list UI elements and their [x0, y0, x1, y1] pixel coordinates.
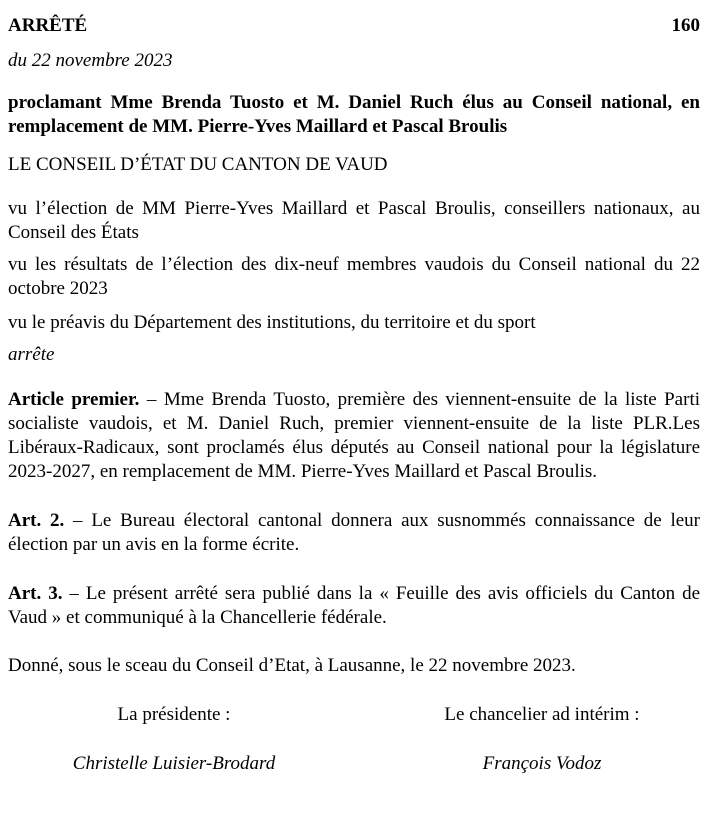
article-label: Art. 2.: [8, 510, 65, 531]
article-2: [8, 509, 700, 557]
signature-block: [8, 703, 700, 776]
signature-president: [8, 703, 354, 776]
article-label: Art. 3.: [8, 583, 63, 604]
article-text: – Mme Brenda Tuosto, première des viennent-ensuite de la liste Parti socialiste vaudois, et M. Daniel Ruch, premier viennent-ensuite de la liste PLR.Les Libéraux-Radicaux, sont proclamés élus députés au Conseil national pour la législature 2023-2027, en remplacement de MM. Pierre-Yves Maillard et Pascal Broulis.: [8, 389, 700, 482]
given-statement: Donné, sous le sceau du Conseil d’Etat, à Lausanne, le 22 novembre 2023.: [8, 655, 576, 676]
article-first: [8, 388, 700, 484]
signature-title: Le chancelier ad intérim :: [444, 704, 640, 725]
signature-name: François Vodoz: [482, 753, 602, 774]
document-date: du 22 novembre 2023: [8, 50, 173, 71]
decision-word: arrête: [8, 344, 55, 365]
signature-title: La présidente :: [117, 704, 231, 725]
document-type-title: ARRÊTÉ: [8, 15, 88, 36]
consideration-item: vu les résultats de l’élection des dix-neuf membres vaudois du Conseil national du 22 octobre 2023: [8, 254, 700, 299]
signature-chancellor: [354, 703, 700, 776]
consideration-item: vu le préavis du Département des institutions, du territoire et du sport: [8, 312, 536, 333]
document-number: 160: [671, 15, 700, 36]
article-text: – Le présent arrêté sera publié dans la « Feuille des avis officiels du Canton de Vaud » et communiqué à la Chancellerie fédérale.: [8, 583, 701, 628]
issuing-authority: LE CONSEIL D’ÉTAT DU CANTON DE VAUD: [8, 154, 388, 175]
article-3: [8, 582, 700, 630]
document-subject: proclamant Mme Brenda Tuosto et M. Daniel Ruch élus au Conseil national, en remplacement de MM. Pierre-Yves Maillard et Pascal Broulis: [8, 92, 700, 137]
article-text: – Le Bureau électoral cantonal donnera aux susnommés connaissance de leur élection par un avis en la forme écrite.: [8, 510, 700, 555]
article-label: Article premier.: [8, 389, 140, 410]
signature-name: Christelle Luisier-Brodard: [72, 753, 276, 774]
consideration-item: vu l’élection de MM Pierre-Yves Maillard et Pascal Broulis, conseillers nationaux, au Conseil des États: [8, 198, 700, 243]
document-header: [8, 0, 700, 40]
